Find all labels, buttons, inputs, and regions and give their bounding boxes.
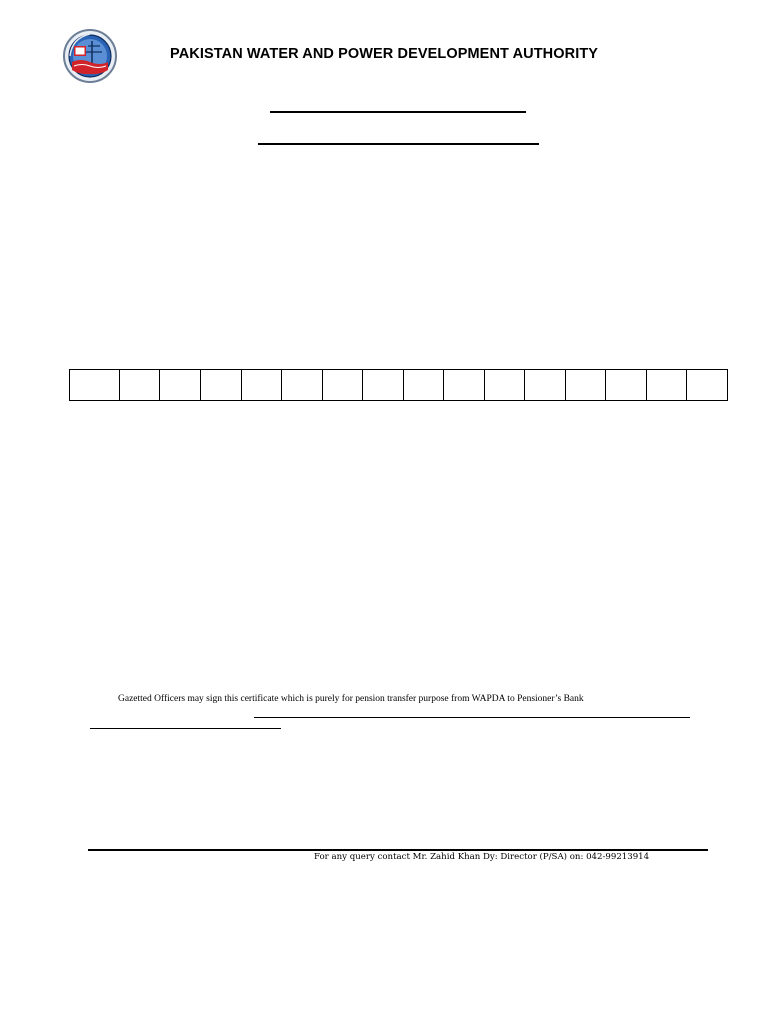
digit-box[interactable] — [200, 370, 241, 400]
digit-box[interactable] — [281, 370, 322, 400]
digit-box[interactable] — [70, 370, 119, 400]
digit-box[interactable] — [322, 370, 363, 400]
digit-box[interactable] — [646, 370, 687, 400]
header-rule-2 — [258, 143, 539, 145]
digit-box[interactable] — [686, 370, 727, 400]
digit-box[interactable] — [565, 370, 606, 400]
digit-box[interactable] — [484, 370, 525, 400]
wapda-emblem-icon — [62, 28, 118, 84]
digit-entry-grid — [69, 369, 728, 401]
digit-box[interactable] — [605, 370, 646, 400]
digit-box[interactable] — [119, 370, 160, 400]
digit-box[interactable] — [524, 370, 565, 400]
digit-box[interactable] — [241, 370, 282, 400]
digit-box[interactable] — [403, 370, 444, 400]
digit-box[interactable] — [443, 370, 484, 400]
gazetted-officer-note: Gazetted Officers may sign this certificate which is purely for pension transfer purpose from WAPDA to Pensioner’s Bank — [118, 694, 584, 704]
header-rule-1 — [270, 111, 526, 113]
signature-line-1[interactable] — [254, 717, 690, 718]
footer-contact: For any query contact Mr. Zahid Khan Dy: Director (P/SA) on: 042-99213914 — [314, 852, 650, 862]
page-title: PAKISTAN WATER AND POWER DEVELOPMENT AUTHORITY — [170, 46, 599, 62]
digit-box[interactable] — [362, 370, 403, 400]
signature-line-2[interactable] — [90, 728, 281, 729]
digit-box[interactable] — [159, 370, 200, 400]
footer-rule — [88, 849, 708, 851]
